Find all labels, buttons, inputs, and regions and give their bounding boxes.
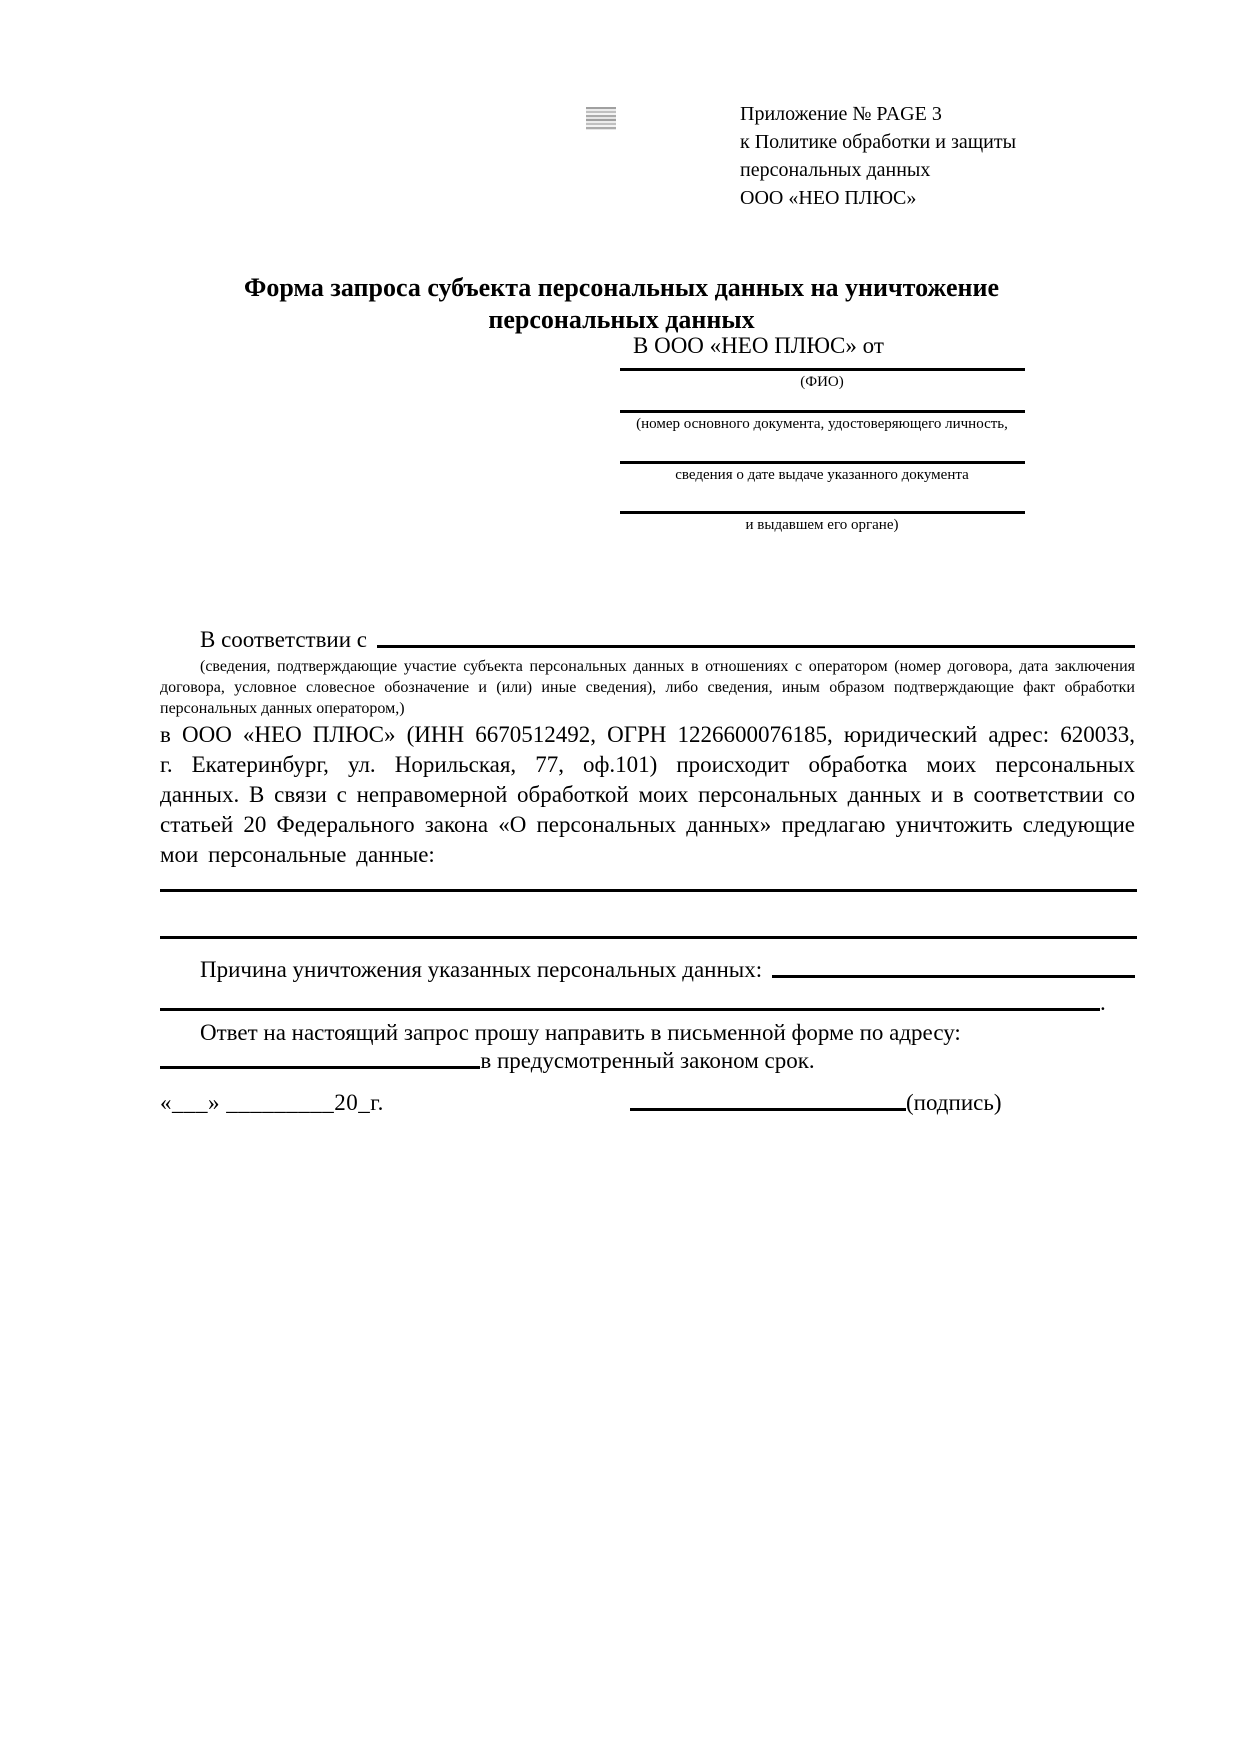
date-line: «___» _________20_г. [160,1090,384,1115]
fio-blank-line [620,368,1025,371]
signature-row [630,1090,1002,1116]
personal-data-blank-line-2 [160,936,1137,939]
document-number-label: (номер основного документа, удостоверяющего личность, [636,416,1008,432]
embedded-object-icon [586,107,616,130]
request-paragraph: в ООО «НЕО ПЛЮС» (ИНН 6670512492, ОГРН 1226600076185, юридический адрес: 620033, г. Екатеринбург, ул. Норильская, 77, оф.101) происходит обработка моих персональных данных. В связи с неправомерной обработкой моих персональных данных и в соответствии со статьей 20 Федерального закона «О персональных данных» предлагаю уничтожить следующие мои персональные данные: [160,722,1135,867]
form-title-line-1: Форма запроса субъекта персональных данных на уничтожение [243,273,999,302]
accordance-note: (сведения, подтверждающие участие субъекта персональных данных в отношениях с оператором (номер договора, дата заключения договора, условное словесное обозначение и (или) иные сведения), либо сведения, иным образом подтверждающие факт обработки персональных данных оператором,) [160,658,1135,717]
response-term-text: в предусмотренный законом срок. [480,1048,815,1073]
addressee-line: В ООО «НЕО ПЛЮС» от [633,333,884,358]
form-title [134,272,1109,336]
issue-date-label: сведения о дате выдаче указанного документа [675,467,969,483]
reason-continuation-row [160,990,1135,1016]
appendix-line: к Политике обработки и защиты [740,131,1017,153]
sentence-period: . [1100,990,1106,1015]
issue-date-blank-line [620,461,1025,464]
personal-data-blank-line-1 [160,889,1137,892]
address-blank-line [160,1066,480,1069]
appendix-line: персональных данных [740,159,931,181]
fio-label: (ФИО) [800,374,844,390]
signature-label: (подпись) [906,1090,1002,1115]
reason-row [160,957,1135,983]
response-term-row [160,1048,1135,1074]
reason-blank-line-2 [160,1008,1100,1011]
issuing-authority-label: и выдавшем его органе) [745,517,899,533]
signature-blank-line [630,1108,906,1111]
appendix-line: ООО «НЕО ПЛЮС» [740,187,917,209]
appendix-note [740,100,1016,212]
appendix-line: Приложение № PAGE 3 [740,103,942,125]
reason-label: Причина уничтожения указанных персональных данных: [200,957,763,982]
response-address-line: Ответ на настоящий запрос прошу направить в письменной форме по адресу: [200,1020,961,1045]
document-number-blank-line [620,410,1025,413]
form-title-line-2: персональных данных [488,305,755,334]
accordance-lead-text: В соответствии с [200,627,368,652]
accordance-blank-line [377,645,1135,648]
accordance-line [160,627,1135,653]
reason-blank-line [772,975,1135,978]
issuing-authority-blank-line [620,511,1025,514]
